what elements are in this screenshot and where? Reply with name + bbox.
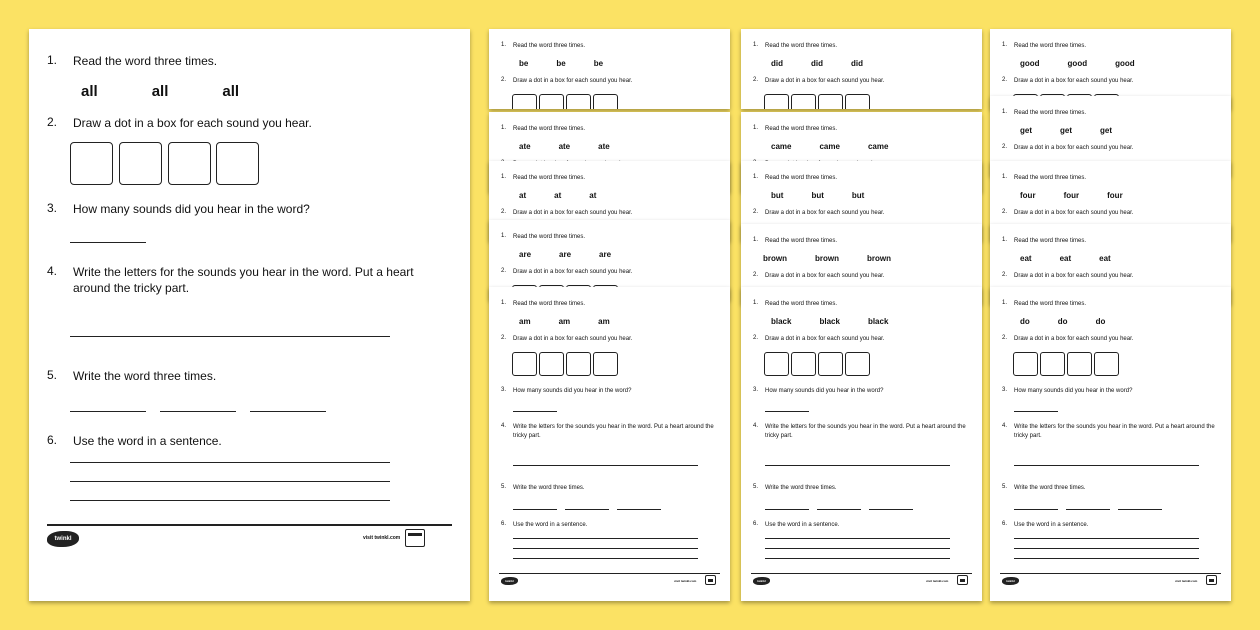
- question-number: 4.: [753, 423, 759, 429]
- word: brown: [815, 254, 839, 263]
- question-text: Write the word three times.: [1014, 485, 1086, 491]
- answer-line[interactable]: [1118, 509, 1162, 510]
- word-row: [519, 191, 596, 200]
- sound-box[interactable]: [1094, 352, 1119, 376]
- word: do: [1020, 317, 1030, 326]
- footer-url: visit twinkl.com: [363, 535, 401, 541]
- answer-line[interactable]: [1014, 509, 1058, 510]
- award-badge-icon: [1206, 575, 1217, 585]
- word: are: [599, 250, 612, 259]
- sound-box[interactable]: [512, 94, 537, 109]
- word-row: [519, 317, 610, 326]
- sound-box[interactable]: [845, 352, 870, 376]
- mini-worksheet-page: [489, 29, 730, 109]
- twinkl-logo: twinkl: [753, 577, 770, 585]
- word: at: [589, 191, 597, 200]
- word-row: [519, 59, 603, 68]
- answer-line[interactable]: [765, 558, 950, 559]
- question-number: 5.: [753, 484, 759, 490]
- question-number: 1.: [501, 300, 507, 306]
- word: eat: [1099, 254, 1111, 263]
- word: four: [1063, 191, 1080, 200]
- question-text: Read the word three times.: [765, 301, 838, 307]
- word: are: [559, 250, 572, 259]
- question-number: 3.: [47, 201, 58, 215]
- word-row: [771, 59, 863, 68]
- answer-line[interactable]: [70, 462, 390, 463]
- word: good: [1020, 59, 1040, 68]
- question-text: Read the word three times.: [1014, 301, 1087, 307]
- question-number: 6.: [47, 433, 58, 447]
- question-number: 1.: [501, 233, 507, 239]
- answer-line[interactable]: [513, 509, 557, 510]
- footer-url: visit twinkl.com: [926, 579, 949, 583]
- answer-line[interactable]: [1014, 558, 1199, 559]
- question-number: 2.: [501, 335, 507, 341]
- answer-line[interactable]: [1014, 538, 1199, 539]
- question-text: Draw a dot in a box for each sound you hear.: [765, 210, 885, 216]
- answer-line[interactable]: [70, 500, 390, 501]
- question-text: Read the word three times.: [513, 301, 586, 307]
- word-row: [771, 191, 864, 200]
- answer-line[interactable]: [1014, 465, 1199, 466]
- question-number: 2.: [501, 268, 507, 274]
- question-number: 3.: [753, 387, 759, 393]
- answer-line[interactable]: [765, 411, 809, 412]
- question-text: Read the word three times.: [765, 238, 838, 244]
- sound-box[interactable]: [764, 94, 789, 109]
- twinkl-logo: twinkl: [501, 577, 518, 585]
- answer-line[interactable]: [765, 509, 809, 510]
- award-badge-icon: [957, 575, 968, 585]
- question-text: Draw a dot in a box for each sound you hear.: [765, 336, 885, 342]
- word: four: [1020, 191, 1036, 200]
- sound-box[interactable]: [818, 352, 843, 376]
- question-text: Write the letters for the sounds you hear in the word. Put a heart around the tricky part.: [73, 265, 414, 295]
- question-number: 1.: [753, 237, 759, 243]
- question-number: 1.: [1002, 174, 1008, 180]
- question-number: 2.: [753, 335, 759, 341]
- word: get: [1020, 126, 1032, 135]
- question-number: 5.: [47, 368, 58, 382]
- mini-worksheet-page: [741, 287, 982, 601]
- question-number: 6.: [501, 521, 507, 527]
- question-text: Draw a dot in a box for each sound you hear.: [765, 273, 885, 279]
- word-row: [771, 142, 888, 151]
- question-text: Read the word three times.: [765, 43, 838, 49]
- question-text: How many sounds did you hear in the word?: [513, 388, 632, 394]
- twinkl-logo: twinkl: [1002, 577, 1019, 585]
- question-number: 2.: [501, 77, 507, 83]
- question-number: 2.: [47, 115, 58, 129]
- question-text: Write the letters for the sounds you hear in the word. Put a heart around the tricky part.: [513, 424, 714, 439]
- answer-line[interactable]: [1014, 548, 1199, 549]
- question-text: Read the word three times.: [73, 54, 218, 68]
- sound-box[interactable]: [539, 352, 564, 376]
- question-number: 1.: [753, 42, 759, 48]
- word: get: [1100, 126, 1112, 135]
- sound-box[interactable]: [216, 142, 259, 185]
- question-text: Draw a dot in a box for each sound you hear.: [1014, 145, 1134, 151]
- question-text: Read the word three times.: [765, 126, 838, 132]
- question-text: Read the word three times.: [513, 175, 586, 181]
- sound-box[interactable]: [566, 352, 591, 376]
- answer-line[interactable]: [1014, 411, 1058, 412]
- word: good: [1115, 59, 1135, 68]
- sound-box[interactable]: [764, 352, 789, 376]
- answer-line[interactable]: [513, 465, 698, 466]
- word: brown: [867, 254, 891, 263]
- word-row: [1020, 317, 1105, 326]
- word: at: [519, 191, 527, 200]
- word: did: [811, 59, 823, 68]
- word: ate: [598, 142, 610, 151]
- footer-rule: [47, 524, 452, 526]
- question-text: Use the word in a sentence.: [765, 522, 840, 528]
- question-text: Read the word three times.: [513, 126, 586, 132]
- question-number: 5.: [501, 484, 507, 490]
- question-text: Use the word in a sentence.: [73, 434, 222, 448]
- question-number: 4.: [47, 264, 58, 278]
- word: four: [1107, 191, 1123, 200]
- word: good: [1067, 59, 1088, 68]
- award-badge-icon: [405, 529, 425, 547]
- question-number: 2.: [501, 209, 507, 215]
- question-number: 1.: [1002, 42, 1008, 48]
- question-text: Draw a dot in a box for each sound you hear.: [1014, 210, 1134, 216]
- word-row: [1020, 191, 1123, 200]
- sound-box[interactable]: [566, 94, 591, 109]
- sound-box[interactable]: [512, 352, 537, 376]
- question-text: Draw a dot in a box for each sound you hear.: [513, 336, 633, 342]
- word: get: [1060, 126, 1072, 135]
- question-text: How many sounds did you hear in the word?: [73, 202, 310, 216]
- question-number: 1.: [753, 125, 759, 131]
- answer-line[interactable]: [70, 481, 390, 482]
- word: brown: [763, 254, 787, 263]
- word: black: [867, 317, 889, 326]
- answer-line[interactable]: [160, 411, 236, 412]
- question-text: Use the word in a sentence.: [1014, 522, 1089, 528]
- sound-box[interactable]: [818, 94, 843, 109]
- word: be: [556, 59, 566, 68]
- question-text: Draw a dot in a box for each sound you hear.: [765, 78, 885, 84]
- word: black: [819, 317, 840, 326]
- question-text: Use the word in a sentence.: [513, 522, 588, 528]
- answer-line[interactable]: [765, 538, 950, 539]
- question-number: 3.: [1002, 387, 1008, 393]
- answer-line[interactable]: [250, 411, 326, 412]
- question-number: 1.: [1002, 237, 1008, 243]
- word: but: [771, 191, 784, 200]
- question-text: Write the letters for the sounds you hear in the word. Put a heart around the tricky part.: [765, 424, 966, 439]
- question-text: Draw a dot in a box for each sound you hear.: [1014, 336, 1134, 342]
- twinkl-logo: twinkl: [47, 531, 79, 547]
- word: eat: [1059, 254, 1072, 263]
- footer-rule: [751, 573, 972, 574]
- question-number: 5.: [1002, 484, 1008, 490]
- question-number: 1.: [47, 53, 58, 67]
- answer-line[interactable]: [1066, 509, 1110, 510]
- answer-line[interactable]: [513, 538, 698, 539]
- word: do: [1057, 317, 1068, 326]
- question-number: 1.: [1002, 109, 1008, 115]
- question-number: 6.: [753, 521, 759, 527]
- question-text: Write the word three times.: [765, 485, 837, 491]
- word: ate: [558, 142, 571, 151]
- sound-box[interactable]: [70, 142, 113, 185]
- question-number: 1.: [753, 174, 759, 180]
- answer-line[interactable]: [70, 336, 390, 337]
- footer-rule: [499, 573, 720, 574]
- question-text: Read the word three times.: [1014, 238, 1087, 244]
- mini-worksheet-page: [489, 287, 730, 601]
- question-text: Read the word three times.: [1014, 110, 1087, 116]
- answer-line[interactable]: [765, 465, 950, 466]
- question-number: 6.: [1002, 521, 1008, 527]
- question-text: Draw a dot in a box for each sound you hear.: [1014, 273, 1134, 279]
- word: am: [519, 317, 531, 326]
- word-row: [771, 317, 888, 326]
- question-number: 4.: [501, 423, 507, 429]
- word: are: [519, 250, 532, 259]
- question-text: Read the word three times.: [1014, 43, 1087, 49]
- word: all: [81, 83, 98, 100]
- word: all: [222, 83, 240, 100]
- sound-box[interactable]: [593, 352, 618, 376]
- word: did: [851, 59, 863, 68]
- sound-box[interactable]: [1040, 352, 1065, 376]
- word-row: [81, 83, 239, 100]
- answer-line[interactable]: [565, 509, 609, 510]
- question-text: Read the word three times.: [513, 43, 586, 49]
- word: did: [771, 59, 783, 68]
- sound-box[interactable]: [791, 94, 816, 109]
- answer-line[interactable]: [513, 548, 698, 549]
- sound-box[interactable]: [539, 94, 564, 109]
- word-row: [1020, 254, 1111, 263]
- award-badge-icon: [705, 575, 716, 585]
- answer-line[interactable]: [513, 558, 698, 559]
- sound-box[interactable]: [1067, 352, 1092, 376]
- word: at: [554, 191, 562, 200]
- word: am: [558, 317, 571, 326]
- question-number: 1.: [501, 42, 507, 48]
- question-number: 2.: [1002, 144, 1008, 150]
- question-number: 4.: [1002, 423, 1008, 429]
- question-number: 1.: [1002, 300, 1008, 306]
- question-number: 2.: [1002, 77, 1008, 83]
- sound-box[interactable]: [119, 142, 162, 185]
- mini-worksheet-page: [741, 29, 982, 109]
- word: am: [598, 317, 610, 326]
- question-number: 2.: [1002, 272, 1008, 278]
- word-row: [1020, 59, 1135, 68]
- question-number: 1.: [501, 125, 507, 131]
- question-text: Draw a dot in a box for each sound you hear.: [513, 269, 633, 275]
- answer-line[interactable]: [765, 548, 950, 549]
- sound-box[interactable]: [791, 352, 816, 376]
- question-number: 2.: [753, 77, 759, 83]
- main-worksheet-page: [29, 29, 470, 601]
- question-number: 2.: [753, 209, 759, 215]
- answer-line[interactable]: [817, 509, 861, 510]
- footer-url: visit twinkl.com: [1175, 579, 1198, 583]
- sound-box[interactable]: [593, 94, 618, 109]
- word: but: [851, 191, 865, 200]
- word: be: [593, 59, 604, 68]
- answer-line[interactable]: [513, 411, 557, 412]
- question-number: 3.: [501, 387, 507, 393]
- word: but: [811, 191, 824, 200]
- word: came: [771, 142, 792, 151]
- question-text: Write the word three times.: [73, 369, 217, 383]
- question-text: Write the word three times.: [513, 485, 585, 491]
- question-text: Draw a dot in a box for each sound you hear.: [1014, 78, 1134, 84]
- question-number: 1.: [753, 300, 759, 306]
- question-text: Write the letters for the sounds you hear in the word. Put a heart around the tricky part.: [1014, 424, 1215, 439]
- footer-rule: [1000, 573, 1221, 574]
- mini-worksheet-page: [990, 287, 1231, 601]
- question-text: Draw a dot in a box for each sound you hear.: [513, 78, 633, 84]
- word-row: [519, 142, 610, 151]
- question-number: 2.: [753, 272, 759, 278]
- question-text: Read the word three times.: [513, 234, 586, 240]
- word: ate: [519, 142, 531, 151]
- question-text: How many sounds did you hear in the word?: [1014, 388, 1133, 394]
- word: do: [1095, 317, 1106, 326]
- footer-url: visit twinkl.com: [674, 579, 697, 583]
- word: came: [867, 142, 889, 151]
- sound-box[interactable]: [168, 142, 211, 185]
- sound-box[interactable]: [845, 94, 870, 109]
- word: be: [519, 59, 529, 68]
- answer-line[interactable]: [70, 242, 146, 243]
- word: eat: [1020, 254, 1032, 263]
- question-number: 2.: [1002, 209, 1008, 215]
- word: all: [151, 83, 169, 100]
- word-row: [763, 254, 891, 263]
- question-text: Read the word three times.: [765, 175, 838, 181]
- question-text: Draw a dot in a box for each sound you hear.: [73, 116, 312, 130]
- question-number: 2.: [1002, 335, 1008, 341]
- word-row: [519, 250, 611, 259]
- question-text: Draw a dot in a box for each sound you hear.: [513, 210, 633, 216]
- word: came: [819, 142, 840, 151]
- word: black: [771, 317, 792, 326]
- question-text: Read the word three times.: [1014, 175, 1087, 181]
- question-text: How many sounds did you hear in the word?: [765, 388, 884, 394]
- answer-line[interactable]: [617, 509, 661, 510]
- answer-line[interactable]: [70, 411, 146, 412]
- question-number: 1.: [501, 174, 507, 180]
- word-row: [1020, 126, 1112, 135]
- sound-box[interactable]: [1013, 352, 1038, 376]
- answer-line[interactable]: [869, 509, 913, 510]
